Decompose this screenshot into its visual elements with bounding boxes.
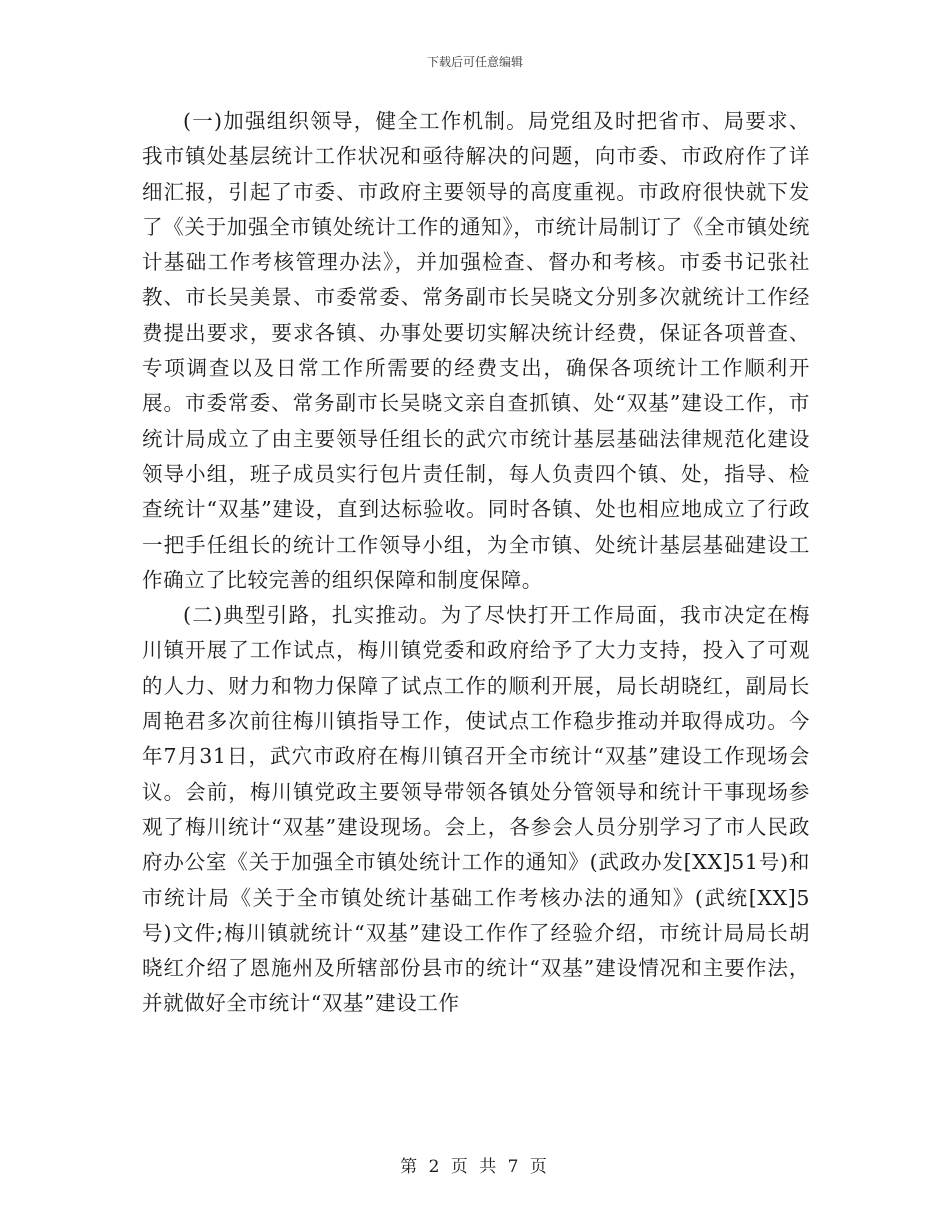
header-note: 下载后可任意编辑 bbox=[426, 55, 523, 69]
document-body bbox=[142, 104, 810, 1022]
page-number-footer: 第 2 页 共 7 页 bbox=[400, 1157, 550, 1177]
paragraph-typical-guidance: (二)典型引路，扎实推动。为了尽快打开工作局面，我市决定在梅川镇开展了工作试点，梅川镇党委和政府给予了大力支持，投入了可观的人力、财力和物力保障了试点工作的顺利开展，局长胡晓红，副局长周艳君多次前往梅川镇指导工作，使试点工作稳步推动并取得成功。今年7月31日，武穴市政府在梅川镇召开全市统计“双基”建设工作现场会议。会前，梅川镇党政主要领导带领各镇处分管领导和统计干事现场参观了梅川统计“双基”建设现场。会上，各参会人员分别学习了市人民政府办公室《关于加强全市镇处统计工作的通知》(武政办发[XX]51号)和市统计局《关于全市镇处统计基础工作考核办法的通知》(武统[XX]5号)文件;梅川镇就统计“双基”建设工作作了经验介绍，市统计局局长胡晓红介绍了恩施州及所辖部份县市的统计“双基”建设情况和主要作法，并就做好全市统计“双基”建设工作 bbox=[142, 603, 810, 1016]
paragraph-organization-leadership: (一)加强组织领导，健全工作机制。局党组及时把省市、局要求、我市镇处基层统计工作状况和亟待解决的问题，向市委、市政府作了详细汇报，引起了市委、市政府主要领导的高度重视。市政府很快就下发了《关于加强全市镇处统计工作的通知》，市统计局制订了《全市镇处统计基础工作考核管理办法》，并加强检查、督办和考核。市委书记张社教、市长吴美景、市委常委、常务副市长吴晓文分别多次就统计工作经费提出要求，要求各镇、办事处要切实解决统计经费，保证各项普查、专项调查以及日常工作所需要的经费支出，确保各项统计工作顺利开展。市委常委、常务副市长吴晓文亲自查抓镇、处“双基”建设工作，市统计局成立了由主要领导任组长的武穴市统计基层基础法律规范化建设领导小组，班子成员实行包片责任制，每人负责四个镇、处，指导、检查统计“双基”建设，直到达标验收。同时各镇、处也相应地成立了行政一把手任组长的统计工作领导小组，为全市镇、处统计基层基础建设工作确立了比较完善的组织保障和制度保障。 bbox=[142, 109, 810, 592]
